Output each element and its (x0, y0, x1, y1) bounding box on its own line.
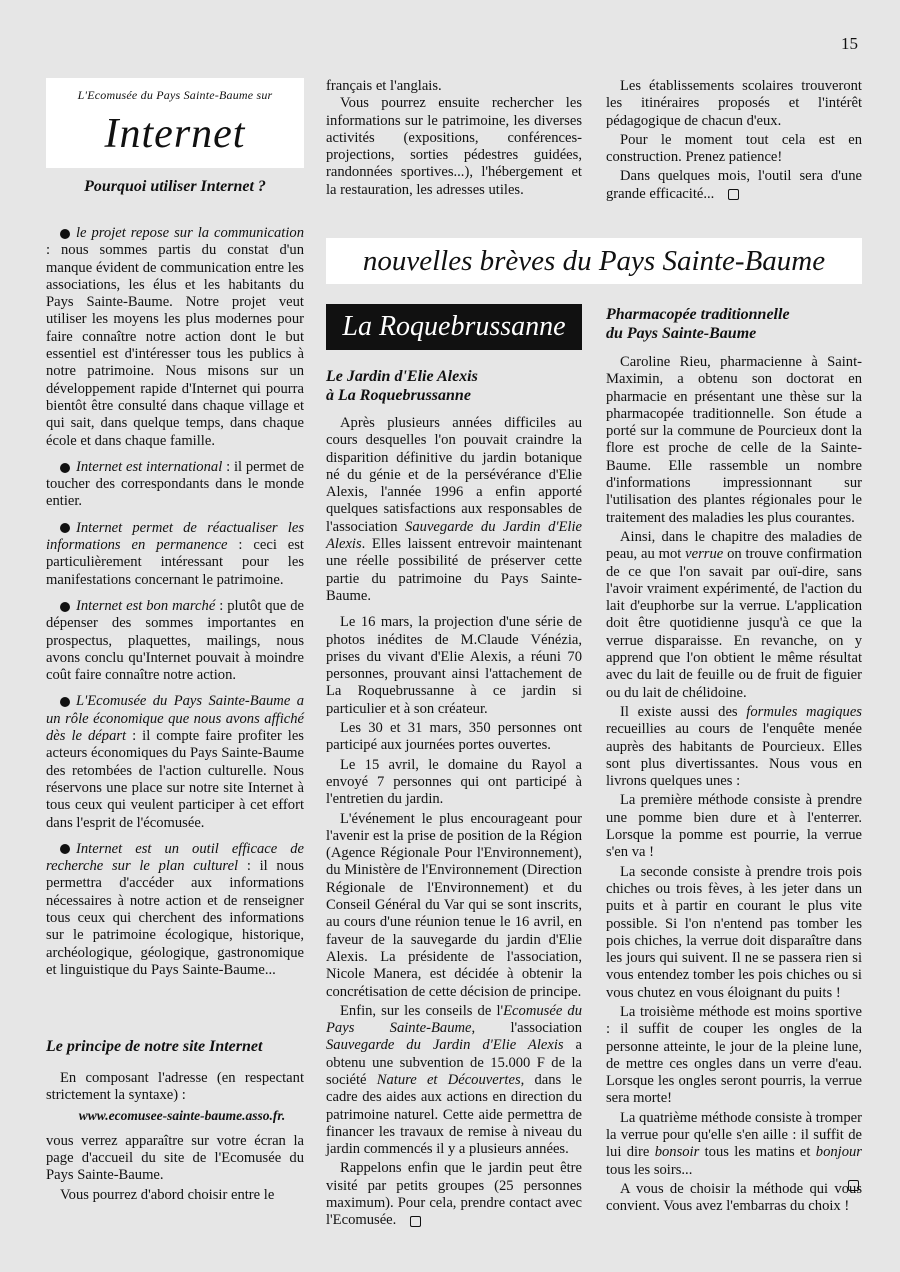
column-1 (46, 225, 304, 988)
page-number: 15 (841, 34, 858, 53)
bullet-icon (60, 844, 70, 854)
title-box (46, 78, 304, 168)
column-2-top: français et l'anglais. Vous pourrez ensuite rechercher les informations sur le patrimoine, les diverses activités (expositions, conférences-projections, sorties pédestres guidées, randonnées sportives...), l'hébergement et la restauration, les adresses utiles. (326, 78, 582, 198)
roquebrussanne-label: La Roquebrussanne (326, 304, 582, 350)
news-banner: nouvelles brèves du Pays Sainte-Baume (326, 238, 862, 284)
pharmacopee-heading: Pharmacopée traditionnelle du Pays Sainte-Baume (606, 306, 790, 342)
end-mark-icon (410, 1216, 421, 1227)
roquebrussanne-article: Après plusieurs années difficiles au cours desquelles l'on pouvait craindre la disparition définitive du jardin botanique né du génie et de la persévérance d'Elie Alexis, l'année 1996 a enfin apporté quelques satisfactions aux responsables de l'association Sauvegarde du Jardin d'Elie Alexis. Elles laissent entrevoir maintenant une réelle possibilité de préserver cette partie du patrimoine du Pays Sainte-Baume. Le 16 mars, la projection d'une série de photos inédites de M.Claude Vénézia, prises du vivant d'Elie Alexis, a réuni 70 personnes, prouvant ainsi l'attachement de La Roquebrussanne à ce jardin si particulier et à son créateur. Les 30 et 31 mars, 350 personnes ont participé aux journées portes ouvertes. Le 15 avril, le domaine du Rayol a envoyé 7 personnes qui ont participé à l'entretien du jardin. L'événement le plus encourageant pour l'avenir est la prise de position de la Région (Agence Régionale Pour l'Environnement), du Ministère de l'Environnement (Direction Régionale de l'Environnement) et du Conseil Général du Var qui se sont inscrits, au cours d'une réunion tenue le 16 avril, en faveur de la sauvegarde du jardin d'Elie Alexis. La présidente de l'association, Nicole Manera, est décidée à obtenir la concrétisation de cette décision de principe. Enfin, sur les conseils de l'Ecomusée du Pays Sainte-Baume, l'association Sauvegarde du Jardin d'Elie Alexis a obtenu une subvention de 15.000 F de la société Nature et Découvertes, dans le cadre des aides aux actions en direction du patrimoine naturel. Cette aide permettra de financer les travaux de remise à niveau du jardin commencés il y a plusieurs années. Rappelons enfin que le jardin peut être visité par petits groupes (25 personnes maximum). Pour cela, prendre contact avec l'Ecomusée. (326, 415, 583, 1229)
bullet-paragraph: Internet permet de réactualiser les informations en permanence : ceci est particulièrement intéressant pour les manifestations concernant le patrimoine. (46, 519, 304, 588)
jardin-heading: Le Jardin d'Elie Alexis à La Roquebrussanne (326, 368, 478, 404)
principe-column: En composant l'adresse (en respectant strictement la syntaxe) : www.ecomusee-sainte-baume.asso.fr. vous verrez apparaître sur votre écran la page d'accueil du site de l'Ecomusée du Pays Sainte-Baume. Vous pourrez d'abord choisir entre le (46, 1070, 304, 1203)
bullet-paragraph: le projet repose sur la communication : nous sommes partis du constat d'un manque évident de communication entre les associations, les élus et les habitants du Pays Sainte-Baume. Notre projet veut utiliser les moyens les plus modernes pour faire connaître notre action dont le but essentiel est d'intéresser tous les publics à notre patrimoine. Nous misons sur un développement rapide d'Internet qui pourra bientôt être consulté dans chaque village et qui sait, dans quelque temps, dans chaque école et dans chaque famille. (46, 225, 304, 449)
page-title: Internet (104, 111, 246, 157)
title-kicker: L'Ecomusée du Pays Sainte-Baume sur (77, 88, 273, 102)
bullet-paragraph: Internet est international : il permet de toucher des correspondants dans le monde entier. (46, 458, 304, 510)
bullet-icon (60, 523, 70, 533)
end-mark-icon (728, 189, 739, 200)
section-question: Pourquoi utiliser Internet ? (84, 178, 266, 195)
column-3-top: Les établissements scolaires trouveront les itinéraires proposés et l'intérêt pédagogique de chacun d'eux. Pour le moment tout cela est en construction. Prenez patience! Dans quelques mois, l'outil sera d'une grande efficacité... (606, 78, 862, 202)
bullet-icon (60, 602, 70, 612)
bullet-icon (60, 229, 70, 239)
bullet-paragraph: Internet est bon marché : plutôt que de dépenser des sommes importantes en prospectus, plaquettes, mailings, nous avons conclu qu'Internet pouvait à moindre coût faire connaître notre action. (46, 597, 304, 684)
bullet-icon (60, 463, 70, 473)
principe-heading: Le principe de notre site Internet (46, 1038, 263, 1055)
pharmacopee-article: Caroline Rieu, pharmacienne à Saint-Maximin, a obtenu son doctorat en pharmacie en présentant une thèse sur la pharmacopée traditionnelle. Son étude a porté sur la commune de Pourcieux dont la flore est proche de celle de la Sainte-Baume. Elle rassemble un nombre d'informations impressionnant sur l'utilisation des plantes régionales pour le traitement des maladies les plus courantes. Ainsi, dans le chapitre des maladies de peau, au mot verrue on trouve confirmation de ce que l'on savait par ouï-dire, sans l'avoir vraiment expérimenté, de l'action du lait d'euphorbe sur la verrue. L'application doit être quotidienne jusqu'à ce que la verrue disparaisse. En revanche, on y apprend que l'on obtient le même résultat avec du lait de feuille ou de fruit de figuier ou du lait de chélidoine. Il existe aussi des formules magiques recueillies au cours de l'enquête menée auprès des habitants de Pourcieux. Elles sont plus divertissantes. Nous vous en livrons quelques unes : La première méthode consiste à prendre une pomme bien dure et à l'enterrer. Lorsque la pomme est pourrie, la verrue s'en va ! La seconde consiste à prendre trois pois chiches ou trois fèves, à les jeter dans un puits et à partir en courant le plus vite possible. Si l'on n'entend pas tomber les pois chiches, la verrue doit disparaître dans les jours qui suivent. Il ne se passera rien si vous entendez tomber les pois chiches ou si vous chutez en vous éloignant du puits ! La troisième méthode est moins sportive : il suffit de couper les ongles de la personne atteinte, le jour de la pleine lune, de mettre ces ongles dans un verre d'eau. Lorsque les ongles seront pourris, la verrue sera morte! La quatrième méthode consiste à tromper la verrue pour qu'elle s'en aille : il suffit de lui dire bonsoir tous les matins et bonjour tous les soirs... A vous de choisir la méthode qui vous convient. Vous avez l'embarras du choix ! (606, 354, 863, 1215)
site-url: www.ecomusee-sainte-baume.asso.fr. (78, 1107, 286, 1123)
end-mark-icon (848, 1180, 859, 1191)
bullet-icon (60, 697, 70, 707)
bullet-paragraph: Internet est un outil efficace de recherche sur le plan culturel : il nous permettra d'accéder aux informations nécessaires à notre action et de renseigner tous ceux qui cherchent des informations sur le patrimoine écologique, historique, archéologique, géologique, gastronomique et linguistique du Pays Sainte-Baume... (46, 840, 304, 978)
bullet-paragraph: L'Ecomusée du Pays Sainte-Baume a un rôle économique que nous avons affiché dès le départ : il compte faire profiter les acteurs économiques du Pays Sainte-Baume des retombées de l'action culturelle. Nous réservons une place sur notre site Internet à tous ceux qui veulent participer à cet effort dans l'esprit de l'écomusée. (46, 693, 304, 831)
